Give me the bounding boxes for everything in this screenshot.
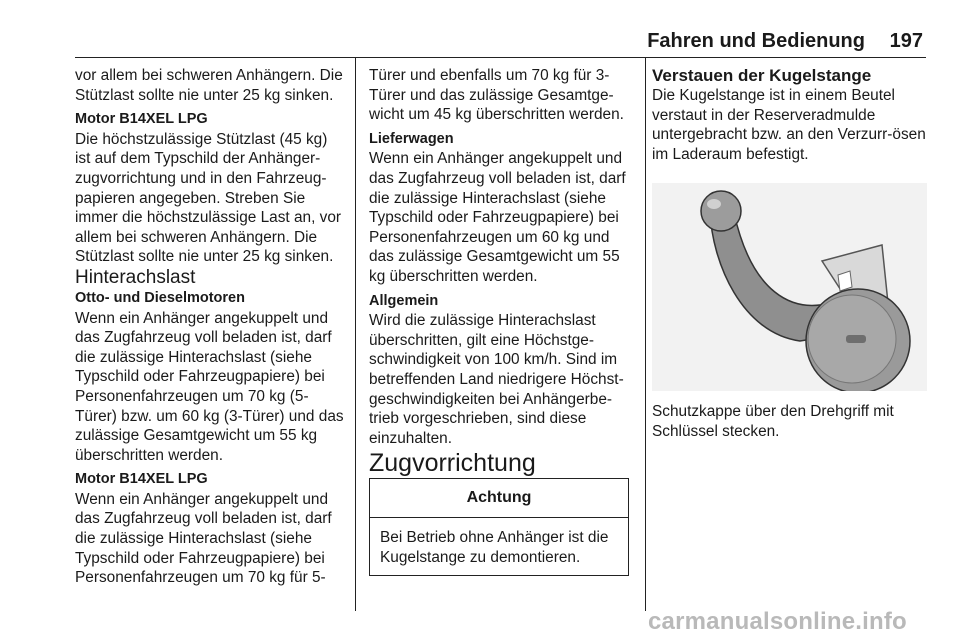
subheading: Lieferwagen (369, 130, 454, 147)
subheading: Otto- und Dieselmotoren (75, 289, 245, 306)
section-title: Fahren und Bedienung (647, 30, 865, 52)
warning-box (369, 478, 629, 576)
paragraph: vor allem bei schweren Anhängern. Die Stützlast sollte nie unter 25 kg sinken. (75, 67, 343, 104)
warning-text: Bei Betrieb ohne Anhänger ist die Kugelstange zu demontieren. (380, 529, 609, 566)
paragraph: Die Kugelstange ist in einem Beutel verstaut in der Reserveradmulde untergebracht bzw. an den Verzurr-ösen im Laderaum befestigt. (652, 87, 926, 163)
header-rule (75, 57, 926, 58)
watermark: carmanualsonline.info (648, 608, 907, 635)
tow-bar-illustration (652, 183, 927, 391)
heading-hinterachslast: Hinterachslast (75, 266, 196, 288)
paragraph: Wenn ein Anhänger angekuppelt und das Zugfahrzeug voll beladen ist, darf die zulässige Hinterachslast (siehe Typschild oder Fahrzeugpapiere) bei Personenfahrzeugen um 60 kg und das zulässige Gesamtgewicht um 55 kg überschritten werden. (369, 150, 626, 285)
subheading: Allgemein (369, 292, 439, 309)
subheading: Motor B14XEL LPG (75, 471, 208, 488)
ball-highlight (707, 199, 721, 209)
column-2 (369, 66, 635, 576)
subheading: Motor B14XEL LPG (75, 111, 208, 128)
plate-hole (838, 271, 852, 291)
paragraph: Wenn ein Anhänger angekuppelt und das Zugfahrzeug voll beladen ist, darf die zulässige Hinterachslast (siehe Typschild oder Fahrzeugpapiere) bei Personenfahrzeugen um 70 kg (5-Türer) bzw. um 60 kg (3-Türer) und das zulässige Gesamtgewicht um 55 kg überschritten werden. (75, 309, 344, 464)
key-slot (846, 335, 866, 343)
page-header (75, 30, 925, 54)
page-number: 197 (889, 30, 923, 52)
paragraph: Schutzkappe über den Drehgriff mit Schlüssel stecken. (652, 403, 894, 440)
warning-title: Achtung (370, 479, 628, 518)
column-1 (75, 66, 347, 588)
heading-verstauen: Verstauen der Kugelstange (652, 66, 872, 85)
paragraph: Wenn ein Anhänger angekuppelt und das Zugfahrzeug voll beladen ist, darf die zulässige Hinterachslast (siehe Typschild oder Fahrzeugpapiere) bei Personenfahrzeugen um 70 kg für 5- (75, 490, 332, 587)
column-divider-2 (645, 57, 646, 611)
paragraph: Die höchstzulässige Stützlast (45 kg) ist auf dem Typschild der Anhänger-zugvorrichtung und in den Fahrzeug-papieren angegeben. Streben Sie immer die höchstzulässige Last an, vor allem bei schweren Anhängern. Die Stützlast sollte nie unter 25 kg sinken. (75, 130, 342, 266)
tow-ball (701, 191, 741, 231)
paragraph: Türer und ebenfalls um 70 kg für 3-Türer und das zulässige Gesamtge-wicht um 45 kg überschritten werden. (369, 67, 624, 124)
column-divider-1 (355, 57, 356, 611)
tow-bar-image (652, 183, 927, 391)
heading-zugvorrichtung: Zugvorrichtung (369, 449, 536, 478)
paragraph: Wird die zulässige Hinterachslast überschritten, gilt eine Höchstge-schwindigkeit von 100 km/h. Sind im betreffenden Land niedrigere Höchst-geschwindigkeiten bei Anhängerbe-trieb vorgeschrieben, sind diese einzuhalten. (369, 312, 624, 447)
column-3 (652, 66, 927, 164)
column-3-lower (652, 402, 927, 441)
